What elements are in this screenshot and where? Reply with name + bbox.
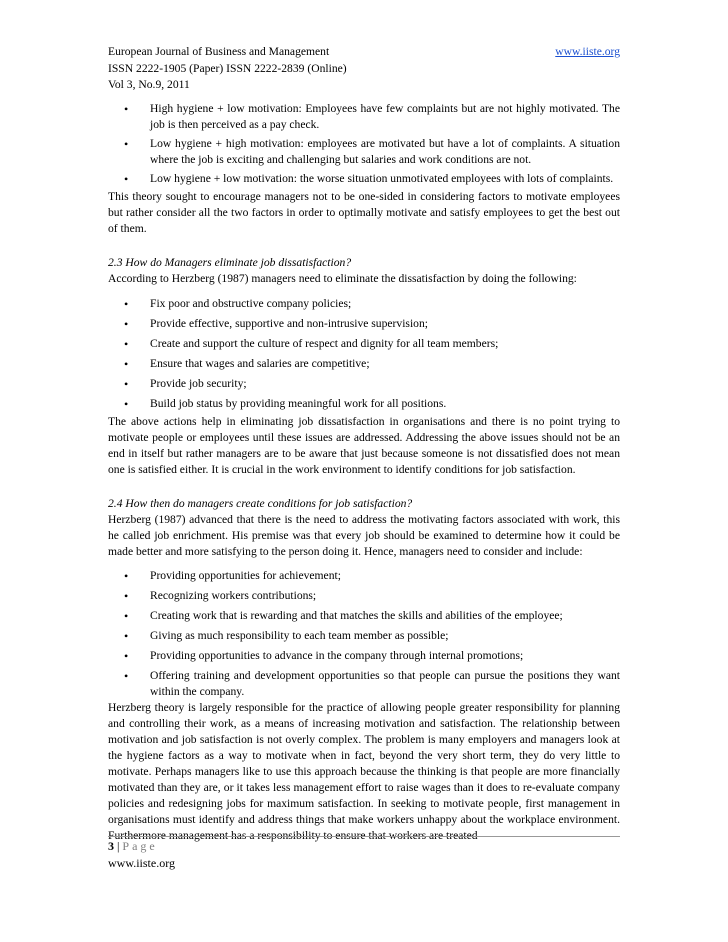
list-item: • Providing opportunities for achievement; <box>124 568 341 583</box>
bullet-icon: • <box>124 376 129 391</box>
footer-divider <box>108 836 620 837</box>
bullet-icon: • <box>124 101 129 116</box>
page-separator: | <box>114 839 123 853</box>
bullet-icon: • <box>124 588 129 603</box>
journal-url-link[interactable]: www.iiste.org <box>555 45 620 58</box>
dissatisfaction-actions-list <box>108 296 620 412</box>
list-item: • Recognizing workers contributions; <box>124 588 317 603</box>
list-item: • Provide job security; <box>124 376 247 391</box>
bullet-icon: • <box>124 356 129 371</box>
journal-title: European Journal of Business and Management <box>108 45 330 58</box>
page-body <box>108 44 620 844</box>
bullet-icon: • <box>124 608 129 623</box>
list-item: • Offering training and development opportunities so that people can pursue the positions they want within the company. <box>124 668 620 698</box>
section-heading-2-4: 2.4 How then do managers create conditions for job satisfaction? <box>108 496 413 510</box>
bullet-icon: • <box>124 171 129 186</box>
footer-url: www.iiste.org <box>108 856 175 870</box>
volume-line: Vol 3, No.9, 2011 <box>108 78 190 91</box>
section-heading-2-3: 2.3 How do Managers eliminate job dissatisfaction? <box>108 255 352 269</box>
list-item: • High hygiene + low motivation: Employees have few complaints but are not highly motivated. The job is then perceived as a pay check. <box>124 101 620 131</box>
list-item: • Low hygiene + high motivation: employees are motivated but have a lot of complaints. A situation where the job is exciting and challenging but salaries and work conditions are not. <box>124 136 620 166</box>
section-2-3-intro: According to Herzberg (1987) managers need to eliminate the dissatisfaction by doing the following: <box>108 271 577 285</box>
list-item: • Provide effective, supportive and non-intrusive supervision; <box>124 316 428 331</box>
list-item: • Fix poor and obstructive company policies; <box>124 296 352 311</box>
hygiene-motivation-list <box>108 101 620 187</box>
list-item: • Low hygiene + low motivation: the worse situation unmotivated employees with lots of complaints. <box>124 171 614 186</box>
list-item: • Creating work that is rewarding and that matches the skills and abilities of the employee; <box>124 608 563 623</box>
bullet-icon: • <box>124 136 129 151</box>
bullet-icon: • <box>124 296 129 311</box>
page-label: Page <box>122 839 158 853</box>
paragraph-theory: This theory sought to encourage managers not to be one-sided in considering factors to motivate employees but rather consider all the two factors in order to optimally motivate and satisfy employees to get the best out of them. <box>108 189 620 235</box>
journal-header <box>108 44 620 94</box>
section-2-4-closing: Herzberg theory is largely responsible for the practice of allowing people greater responsibility for planning and controlling their work, as a means of increasing motivation and satisfaction. The relationship between motivation and job satisfaction is not overly complex. The problem is many employers and managers look at the hygiene factors as a way to motivate when in fact, beyond the very short term, they do very little to motivate. Perhaps managers like to use this approach because the thinking is that people are more financially motivated than they are, or it takes less management effort to raise wages than it does to re-evaluate company policies and redesigning jobs for maximum satisfaction. In seeking to motivate people, first management in organisations must identify and address things that make workers unhappy about the workplace environment. Furthermore management has a responsibility to ensure that workers are treated <box>108 700 620 842</box>
section-2-3-closing: The above actions help in eliminating job dissatisfaction in organisations and there is no point trying to motivate people or employees until these issues are addressed. Addressing the above issues should not be an end in itself but rather managers are to be aware that just because someone is not dissatisfied does not mean one is satisfied either. It is crucial in the work environment to identify conditions for job satisfaction. <box>108 414 620 476</box>
page-footer <box>108 838 175 872</box>
bullet-icon: • <box>124 568 129 583</box>
list-item: • Ensure that wages and salaries are competitive; <box>124 356 370 371</box>
bullet-icon: • <box>124 336 129 351</box>
page-number: 3 <box>108 839 114 853</box>
bullet-icon: • <box>124 316 129 331</box>
list-item: • Build job status by providing meaningful work for all positions. <box>124 396 447 411</box>
satisfaction-conditions-list <box>108 568 620 700</box>
bullet-icon: • <box>124 668 129 683</box>
issn-line: ISSN 2222-1905 (Paper) ISSN 2222-2839 (Online) <box>108 61 347 75</box>
section-2-4-intro: Herzberg (1987) advanced that there is the need to address the motivating factors associated with work, this he called job enrichment. His premise was that every job should be examined to determine how it could be made better and more satisfying to the person doing it. Hence, managers need to consider and include: <box>108 512 620 558</box>
list-item: • Giving as much responsibility to each team member as possible; <box>124 628 449 643</box>
list-item: • Providing opportunities to advance in the company through internal promotions; <box>124 648 524 663</box>
list-item: • Create and support the culture of respect and dignity for all team members; <box>124 336 499 351</box>
bullet-icon: • <box>124 648 129 663</box>
bullet-icon: • <box>124 396 129 411</box>
bullet-icon: • <box>124 628 129 643</box>
